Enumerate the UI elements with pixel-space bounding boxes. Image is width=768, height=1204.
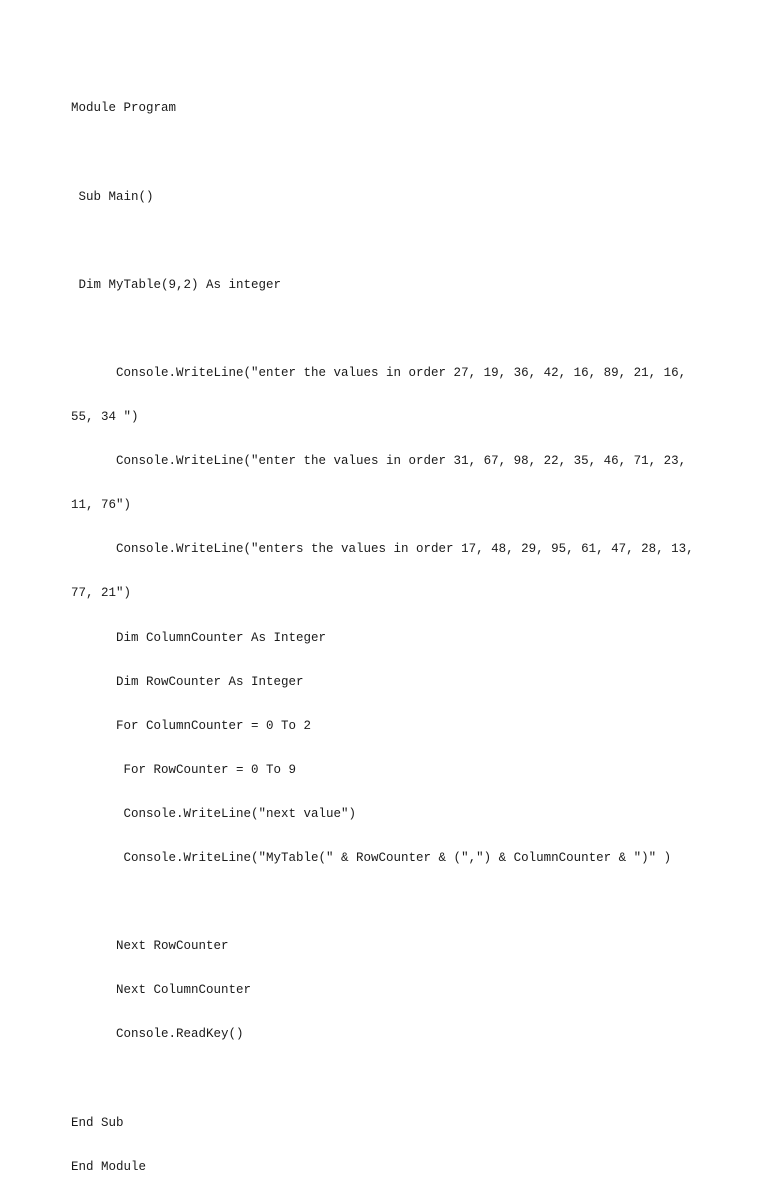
code-line: Next ColumnCounter bbox=[71, 983, 252, 998]
code-line: Console.ReadKey() bbox=[71, 1027, 244, 1042]
code-line: Sub Main() bbox=[71, 189, 154, 204]
code-line: For RowCounter = 0 To 9 bbox=[71, 762, 297, 777]
code-line: 55, 34 ") bbox=[71, 410, 139, 425]
code-line bbox=[71, 234, 731, 249]
code-line bbox=[71, 895, 731, 910]
code-line: For ColumnCounter = 0 To 2 bbox=[71, 718, 312, 733]
code-line: End Sub bbox=[71, 1115, 124, 1130]
code-line: Console.WriteLine("enters the values in order 17, 48, 29, 95, 61, 47, 28, 13, bbox=[71, 542, 694, 557]
code-line: Dim MyTable(9,2) As integer bbox=[71, 277, 282, 292]
code-line: Console.WriteLine("enter the values in order 27, 19, 36, 42, 16, 89, 21, 16, bbox=[71, 365, 687, 380]
code-listing bbox=[71, 72, 731, 1204]
code-line: Dim ColumnCounter As Integer bbox=[71, 630, 327, 645]
code-line: End Module bbox=[71, 1159, 147, 1174]
code-line bbox=[71, 146, 731, 161]
code-line: Module Program bbox=[71, 101, 177, 116]
code-line: Console.WriteLine("enter the values in order 31, 67, 98, 22, 35, 46, 71, 23, bbox=[71, 454, 687, 469]
code-line: 11, 76") bbox=[71, 498, 132, 513]
code-line: Console.WriteLine("next value") bbox=[71, 806, 357, 821]
code-line: 77, 21") bbox=[71, 586, 132, 601]
code-line bbox=[71, 1071, 731, 1086]
code-line: Dim RowCounter As Integer bbox=[71, 674, 304, 689]
code-line bbox=[71, 322, 731, 337]
code-line: Next RowCounter bbox=[71, 939, 229, 954]
code-line: Console.WriteLine("MyTable(" & RowCounter & (",") & ColumnCounter & ")" ) bbox=[71, 851, 672, 865]
